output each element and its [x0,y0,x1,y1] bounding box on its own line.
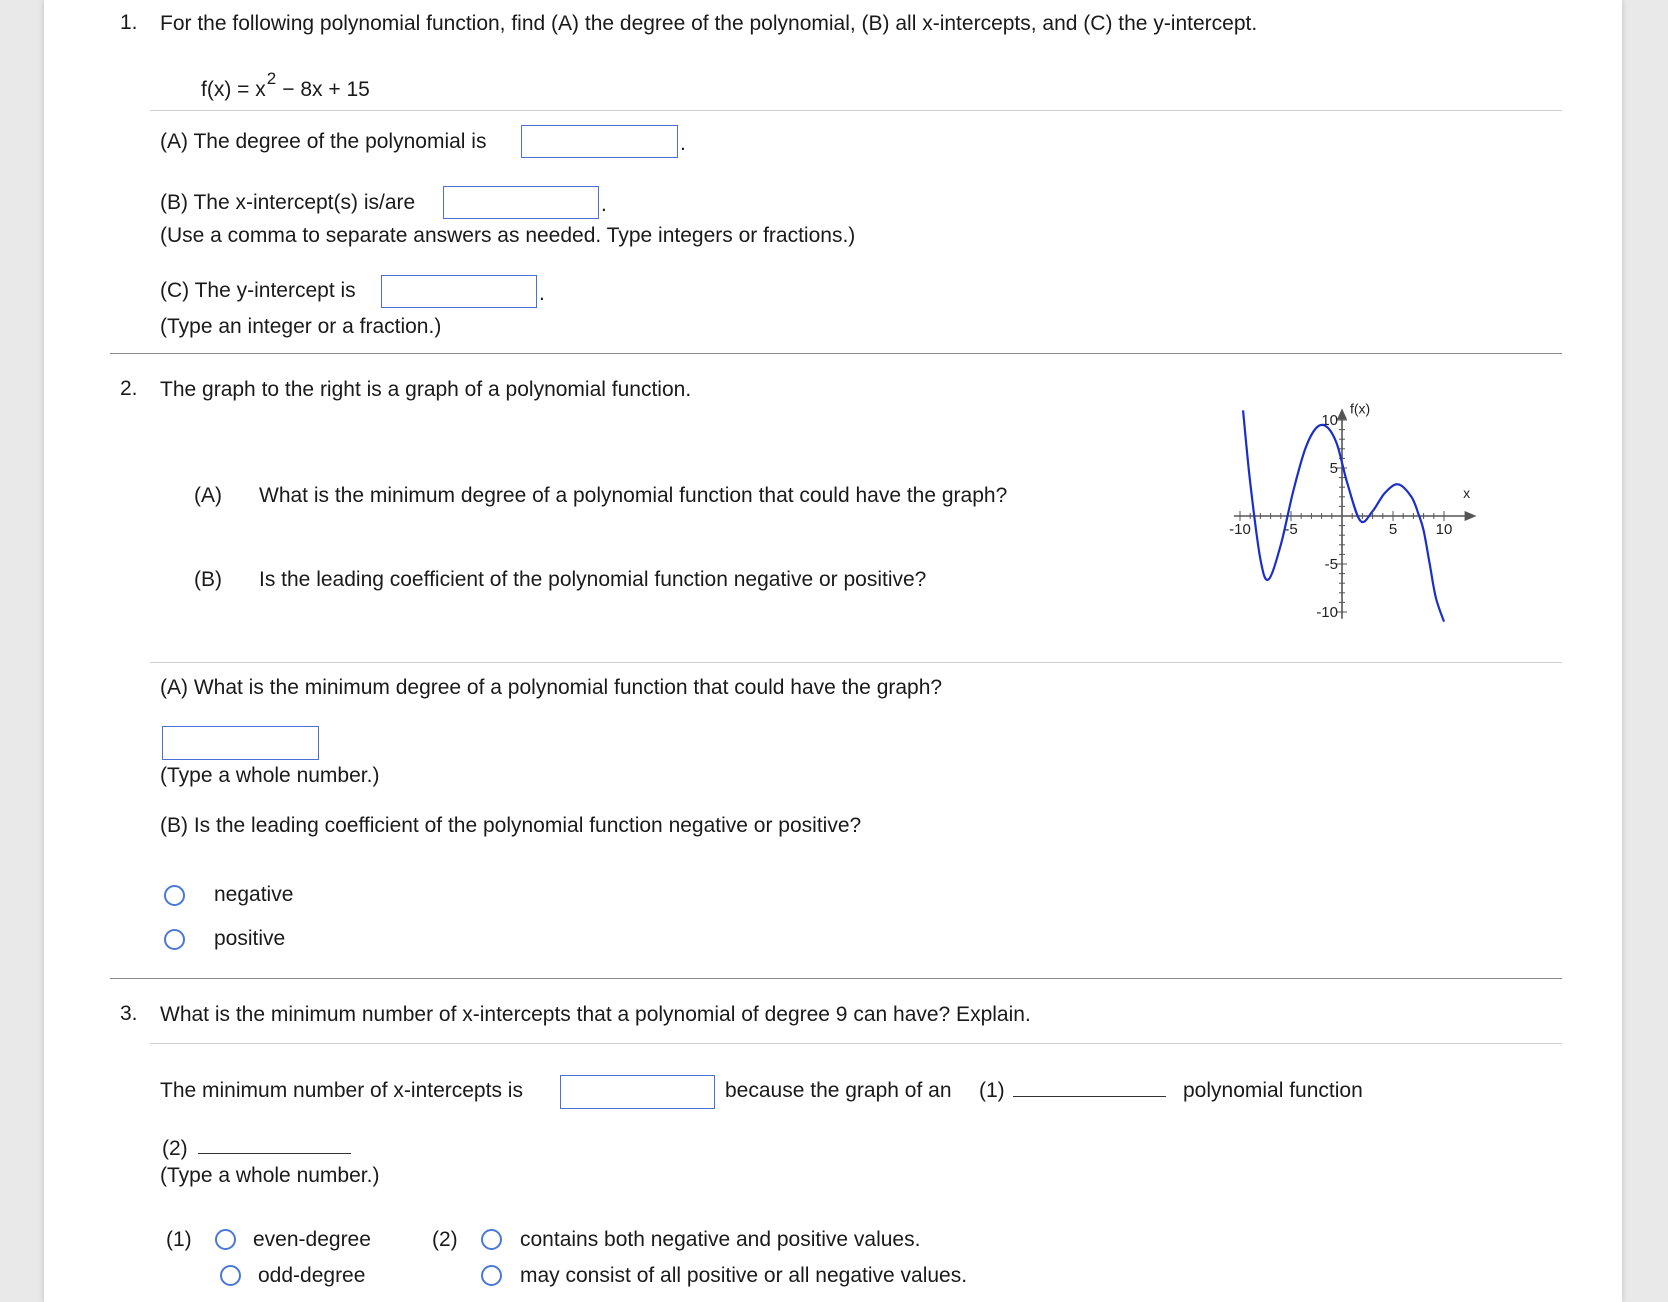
y-axis-label: f(x) [1350,400,1371,417]
q3-sentence-b: because the graph of an [725,1079,952,1102]
q1-function-rhs: − 8x + 15 [282,78,370,101]
period: . [601,193,607,216]
option-contains-both: contains both negative and positive values. [520,1228,921,1251]
option-negative: negative [214,883,294,906]
min-intercepts-input[interactable] [560,1075,715,1109]
q3-number: 3. [120,1002,138,1025]
y-tick-label: -10 [1316,604,1338,621]
group2-tag: (2) [432,1228,458,1251]
q1-prompt: For the following polynomial function, find (A) the degree of the polynomial, (B) all x-intercepts, and (C) the y-intercept. [160,12,1258,35]
option-positive: positive [214,927,286,950]
x-intercepts-input[interactable] [443,186,599,219]
q3-hint: (Type a whole number.) [160,1164,380,1187]
period: . [680,132,686,155]
min-degree-input[interactable] [162,726,319,760]
radio-positive[interactable] [164,929,185,950]
q2-a-tag: (A) [194,484,222,507]
y-intercept-input[interactable] [381,275,537,308]
radio-odd-degree[interactable] [220,1265,241,1286]
q2-a-text: What is the minimum degree of a polynomial function that could have the graph? [259,484,1008,507]
q1-number: 1. [120,11,138,34]
blank1-tag: (1) [979,1079,1005,1102]
option-all-positive-or-negative: may consist of all positive or all negative values. [520,1264,968,1287]
q2-b-tag: (B) [194,568,222,591]
question-page [44,0,1622,1302]
q2-answer-a-label: (A) What is the minimum degree of a polynomial function that could have the graph? [160,676,943,699]
radio-even-degree[interactable] [215,1229,236,1250]
q1-b-label: (B) The x-intercept(s) is/are [160,191,416,214]
x-tick-label: -5 [1284,521,1298,538]
polynomial-graph [1220,376,1544,626]
q1-a-label: (A) The degree of the polynomial is [160,130,487,153]
q2-answer-a-hint: (Type a whole number.) [160,764,380,787]
x-axis-arrow [1465,511,1477,521]
q1-c-hint: (Type an integer or a fraction.) [160,315,442,338]
period: . [539,282,545,305]
divider [150,1043,1562,1044]
q1-c-label: (C) The y-intercept is [160,279,356,302]
y-tick-label: 10 [1321,412,1338,429]
q3-sentence-a: The minimum number of x-intercepts is [160,1079,523,1102]
q2-prompt: The graph to the right is a graph of a polynomial function. [160,378,692,401]
blank-2[interactable] [198,1153,351,1154]
q2-answer-b-label: (B) Is the leading coefficient of the polynomial function negative or positive? [160,814,862,837]
blank-1[interactable] [1013,1096,1166,1097]
q3-prompt: What is the minimum number of x-intercepts that a polynomial of degree 9 can have? Explain. [160,1003,1031,1026]
x-tick-label: 5 [1388,521,1398,538]
y-tick-label: -5 [1324,556,1338,573]
divider [150,662,1562,663]
x-axis-label: x [1463,485,1471,501]
q2-b-text: Is the leading coefficient of the polynomial function negative or positive? [259,568,927,591]
q1-function [201,70,370,103]
x-tick-label: -10 [1229,521,1251,538]
section-divider [110,978,1562,979]
q1-b-hint: (Use a comma to separate answers as needed. Type integers or fractions.) [160,224,856,247]
divider [150,110,1562,111]
section-divider [110,353,1562,354]
radio-contains-both[interactable] [481,1229,502,1250]
q1-function-lhs: f(x) = x [201,78,266,101]
q3-sentence-c: polynomial function [1183,1079,1363,1102]
option-odd-degree: odd-degree [258,1264,366,1287]
q1-function-exponent: 2 [266,69,277,88]
option-even-degree: even-degree [253,1228,371,1251]
radio-negative[interactable] [164,885,185,906]
group1-tag: (1) [166,1228,192,1251]
degree-input[interactable] [521,125,678,158]
y-axis-arrow [1337,408,1347,419]
radio-all-positive-or-negative[interactable] [481,1265,502,1286]
y-tick-label: 5 [1329,460,1338,477]
x-tick-label: 10 [1435,521,1453,538]
blank2-tag: (2) [162,1137,188,1160]
q2-number: 2. [120,377,138,400]
